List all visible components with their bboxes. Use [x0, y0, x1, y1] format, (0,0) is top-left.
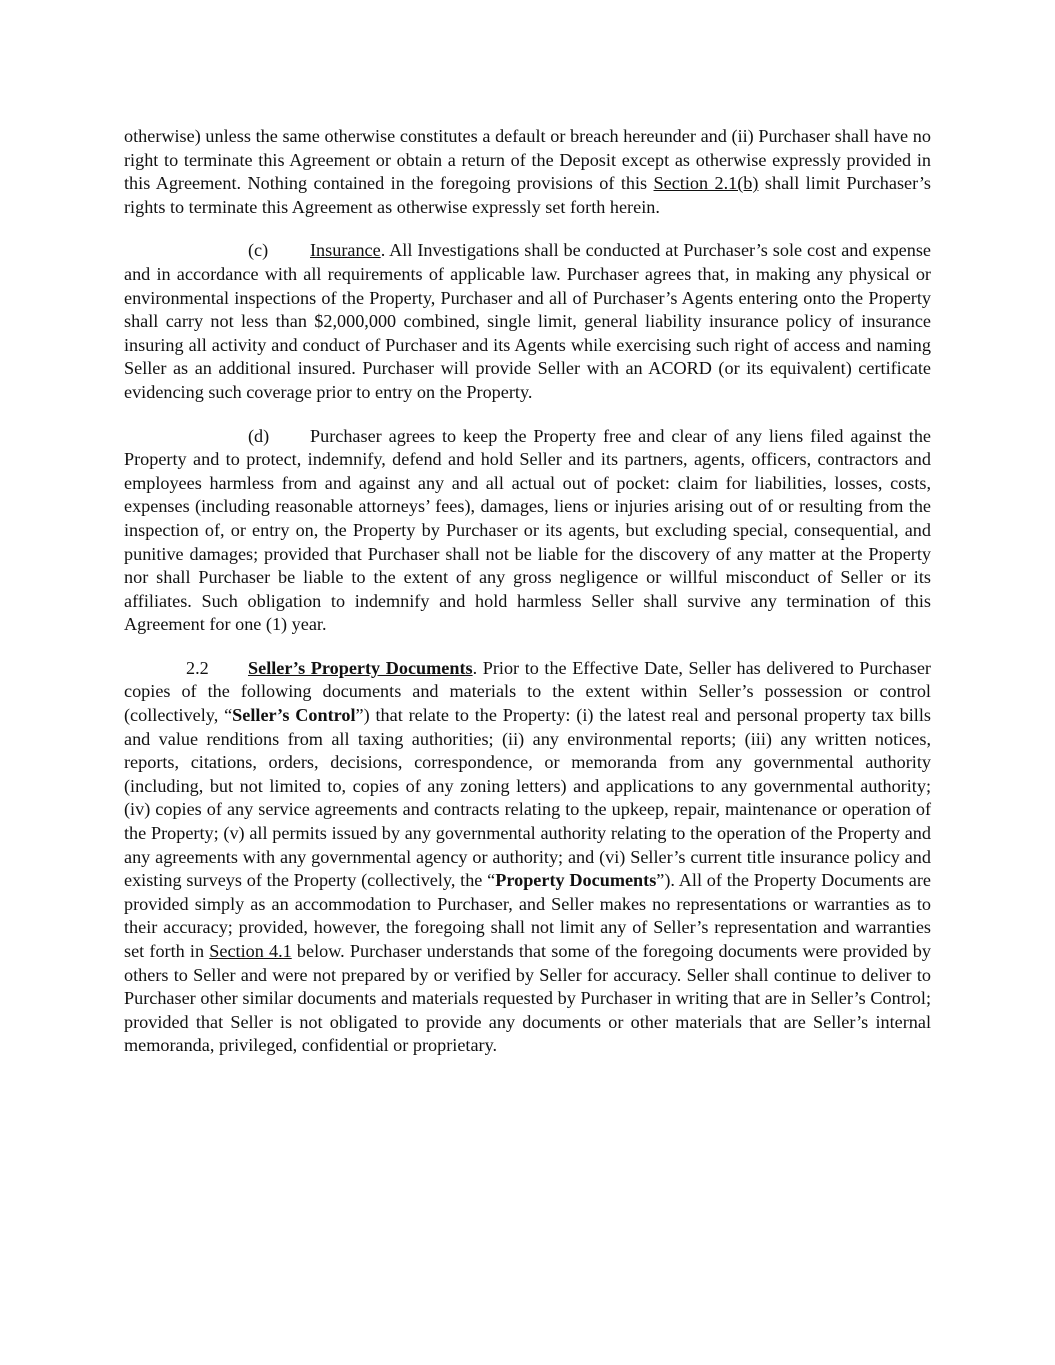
paragraph-text: below. Purchaser understands that some of the foregoing documents were provided by others to Seller and were not prepared by or verified by Seller for accuracy. Seller shall continue to deliver to Purchaser other similar documents and materials requested by Purchaser in writing that are in Seller’s Control; provided that Seller is not obligated to provide any documents or other materials that are Seller’s internal memoranda, privileged, confidential or proprietary.: [124, 941, 931, 1056]
paragraph-text: . Prior to the Effective Date, Seller has delivered to Purchaser copies of the following documents and materials to the extent within Seller’s possession or control (collectively, “: [124, 657, 931, 726]
paragraph-text: ”) that relate to the Property: (i) the latest real and personal property tax bills and value renditions from all taxing authorities; (ii) any environmental reports; (iii) any written notices, reports, citations, orders, decisions, correspondence, or memoranda from any governmental authority (including, but not limited to, copies of any zoning letters) and applications to any governmental authority; (iv) copies of any service agreements and contracts relating to the upkeep, repair, maintenance or operation of the Property; (v) all permits issued by any governmental authority relating to the operation of the Property and any agreements with any governmental agency or authority; and (vi) Seller’s current title insurance policy and existing surveys of the Property (collectively, the “: [124, 705, 931, 891]
paragraph-indemnity: [124, 425, 931, 637]
paragraph-text: otherwise) unless the same otherwise constitutes a default or breach hereunder and (ii) Purchaser shall have no right to terminate this Agreement or obtain a return of the Deposit except as otherwise expressly provided in this Agreement. Nothing contained in the foregoing provisions of this: [124, 126, 931, 194]
section-heading: Seller’s Property Documents: [248, 657, 473, 678]
subsection-label: (c): [248, 240, 269, 261]
defined-term: Property Documents: [495, 870, 657, 891]
paragraph-continuation: [124, 125, 931, 219]
document-page: [124, 125, 931, 1078]
section-seller-property-documents: [124, 657, 931, 1058]
section-reference: Section 4.1: [209, 941, 292, 961]
paragraph-insurance: [124, 239, 931, 404]
paragraph-text: ”). All of the Property Documents are provided simply as an accommodation to Purchaser, and Seller makes no representations or warranties as to their accuracy; provided, however, the foregoing shall not limit any of Seller’s representation and warranties set forth in: [124, 870, 931, 961]
subsection-label: (d): [248, 425, 270, 446]
paragraph-text: shall limit Purchaser’s rights to terminate this Agreement as otherwise expressly set forth herein.: [124, 173, 931, 217]
section-reference: Section 2.1(b): [653, 173, 759, 194]
subsection-heading: Insurance: [310, 240, 381, 261]
paragraph-text: Purchaser agrees to keep the Property free and clear of any liens filed against the Property and to protect, indemnify, defend and hold Seller and its partners, agents, officers, contractors and employees harmless from and against any and all actual out of pocket: claim for liabilities, losses, costs, expenses (including reasonable attorneys’ fees), damages, liens or injuries arising out of or resulting from the inspection of, or entry on, the Property by Purchaser or its agents, but excluding special, consequential, and punitive damages; provided that Purchaser shall not be liable for the discovery of any matter at the Property nor shall Purchaser be liable to the extent of any gross negligence or willful misconduct of Seller or its affiliates. Such obligation to indemnify and hold harmless Seller shall survive any termination of this Agreement for one (1) year.: [124, 425, 931, 635]
paragraph-text: . All Investigations shall be conducted at Purchaser’s sole cost and expense and in accordance with all requirements of applicable law. Purchaser agrees that, in making any physical or environmental inspections of the Property, Purchaser and all of Purchaser’s Agents entering onto the Property shall carry not less than $2,000,000 combined, single limit, general liability insurance policy of insurance insuring all activity and conduct of Purchaser and its Agents while exercising such right of access and naming Seller as an additional insured. Purchaser will provide Seller with an ACORD (or its equivalent) certificate evidencing such coverage prior to entry on the Property.: [124, 240, 931, 402]
defined-term: Seller’s Control: [232, 705, 356, 726]
section-number: 2.2: [186, 657, 209, 678]
